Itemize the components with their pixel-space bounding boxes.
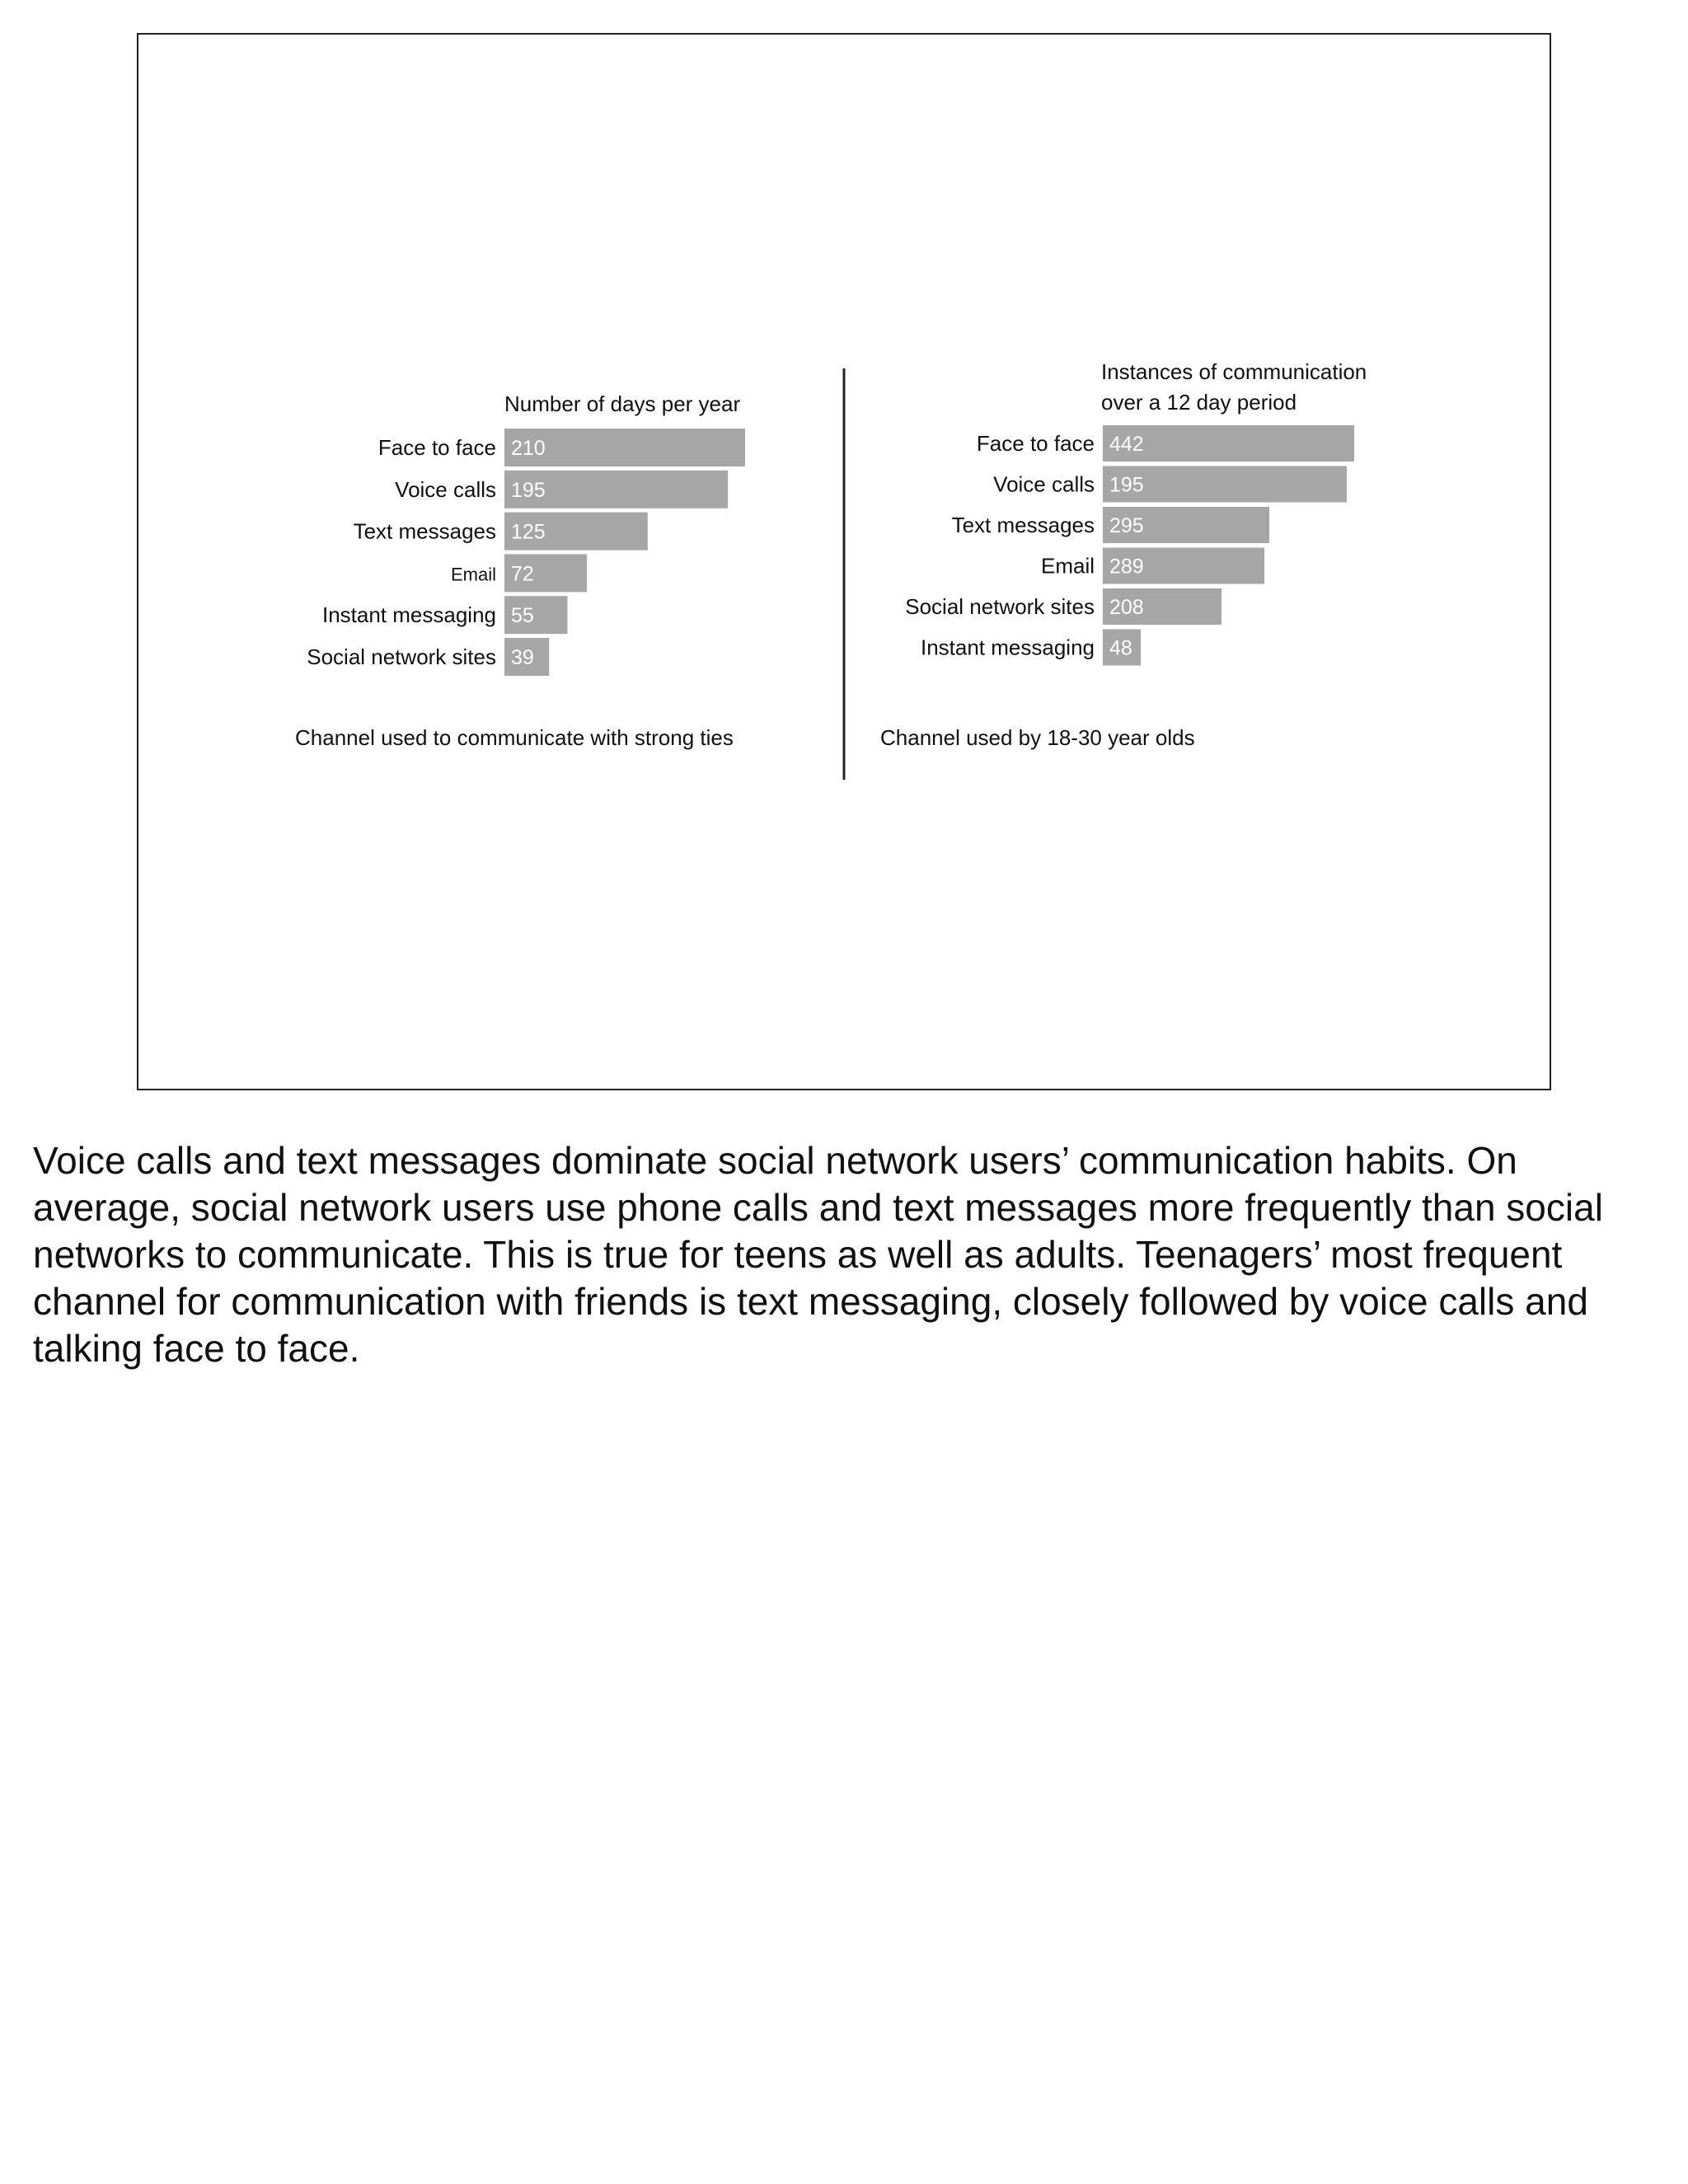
left-category-label: Instant messaging (321, 602, 496, 628)
right-category-label: Face to face (976, 431, 1095, 456)
left-category-label: Text messages (353, 518, 496, 544)
left-value-label: 39 (511, 646, 534, 669)
left-chart-rows (307, 429, 745, 676)
right-value-label: 289 (1109, 555, 1144, 579)
slide-frame (137, 33, 1551, 1090)
left-chart-title: Number of days per year (504, 391, 741, 416)
left-value-label: 55 (511, 604, 534, 628)
right-value-label: 295 (1109, 514, 1144, 537)
right-chart (880, 359, 1373, 750)
body-paragraph: Voice calls and text messages dominate social network users’ communication habits. On average, social network users use phone calls and text messages more frequently than social networks to communicate. This is true for teens as well as adults. Teenagers’ most frequent channel for communication with friends is text messaging, closely followed by voice calls and talking face to face. (33, 1139, 1603, 1370)
left-value-label: 72 (511, 562, 534, 586)
left-category-label: Email (450, 564, 496, 585)
right-chart-title-line-2: over a 12 day period (1101, 390, 1297, 415)
right-chart-title (1101, 359, 1373, 415)
left-chart (295, 391, 745, 750)
left-category-label: Voice calls (395, 476, 496, 502)
right-category-label: Email (1040, 553, 1095, 579)
left-value-label: 195 (511, 478, 546, 502)
charts-svg (138, 35, 1550, 1089)
right-category-label: Instant messaging (920, 635, 1095, 660)
left-category-label: Social network sites (307, 644, 496, 669)
right-chart-title-line-1: Instances of communication (1101, 359, 1367, 384)
right-value-label: 48 (1109, 636, 1132, 660)
right-category-label: Text messages (951, 513, 1095, 537)
right-value-label: 208 (1109, 596, 1144, 619)
left-value-label: 210 (511, 437, 546, 460)
left-category-label: Face to face (377, 435, 496, 460)
left-chart-caption: Channel used to communicate with strong ties (295, 725, 734, 750)
right-category-label: Voice calls (993, 471, 1095, 497)
right-value-label: 195 (1109, 473, 1144, 497)
right-chart-rows (905, 425, 1354, 666)
right-value-label: 442 (1109, 433, 1144, 456)
left-value-label: 125 (511, 520, 546, 544)
right-chart-caption: Channel used by 18-30 year olds (880, 725, 1195, 750)
right-category-label: Social network sites (905, 594, 1095, 619)
